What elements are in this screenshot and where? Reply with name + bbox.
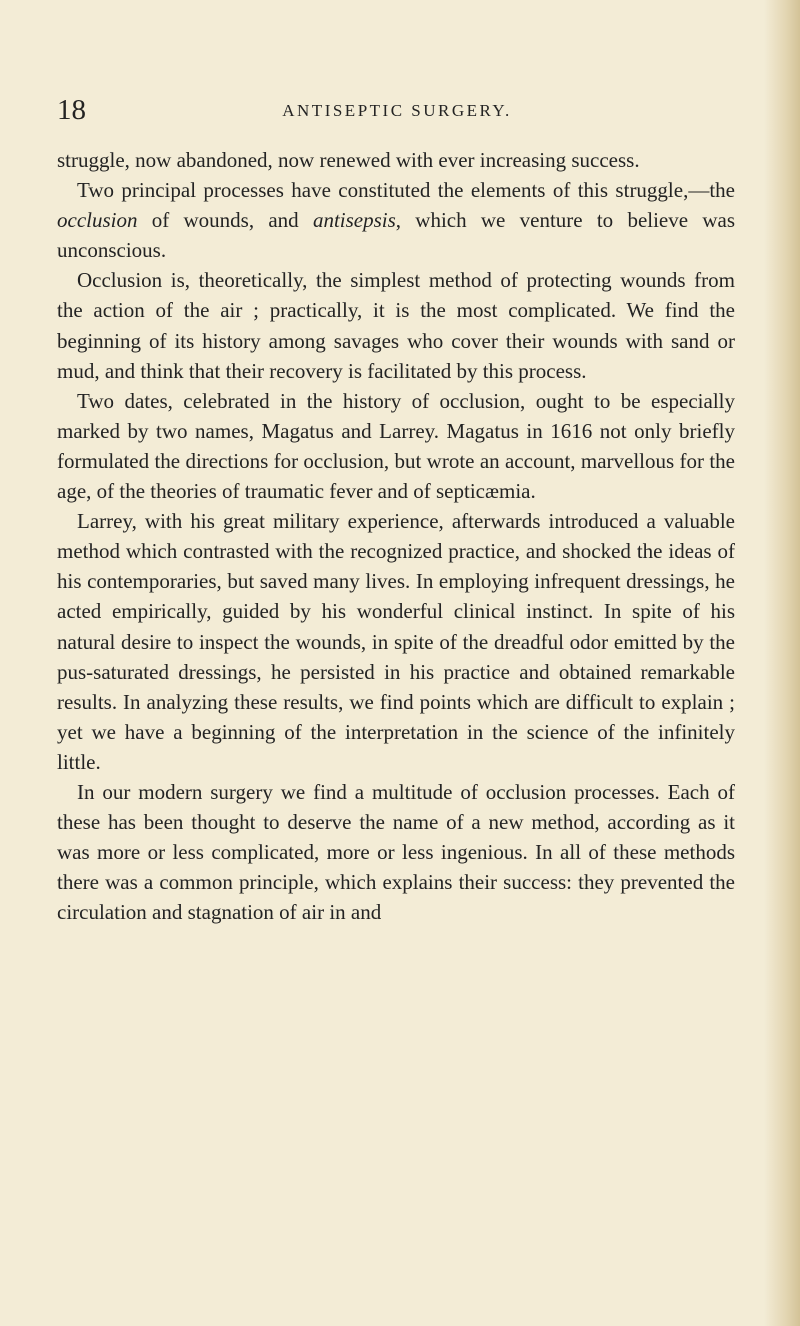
body-text [57, 145, 735, 927]
paragraph-2 [57, 175, 735, 265]
paragraph-2-text-a: Two principal processes have constituted the elements of this struggle,—the [77, 178, 735, 203]
term-antisepsis: antisepsis [312, 208, 396, 233]
paragraph-1: struggle, now abandoned, now renewed with ever increasing success. [57, 148, 640, 172]
paragraph-2-text-c: , which we venture to believe was unconscious. [57, 208, 735, 263]
term-occlusion: occlusion [57, 208, 138, 233]
page-edge-shadow [764, 0, 800, 1326]
page-number: 18 [57, 94, 86, 126]
paragraph-6: In our modern surgery we find a multitude of occlusion processes. Each of these has been thought to deserve the name of a new method, according as it was more or less complicated, more or less ingenious. In all of these methods there was a common principle, which explains their success: they prevented the circulation and stagnation of air in and [57, 779, 735, 925]
paragraph-3: Occlusion is, theoretically, the simplest method of protecting wounds from the action of the air ; practically, it is the most complicated. We find the beginning of its history among savages who cover their wounds with sand or mud, and think that their recovery is facilitated by this process. [57, 268, 735, 383]
paragraph-2-text-b: of wounds, and [137, 208, 313, 233]
page-header [57, 92, 737, 132]
paragraph-5: Larrey, with his great military experience, afterwards introduced a valuable method which contrasted with the recognized practice, and shocked the ideas of his contemporaries, but saved many lives. In employing infrequent dressings, he acted empirically, guided by his wonderful clinical instinct. In spite of his natural desire to inspect the wounds, in spite of the dreadful odor emitted by the pus-saturated dressings, he persisted in his practice and obtained remarkable results. In analyzing these results, we find points which are difficult to explain ; yet we have a beginning of the interpretation in the science of the infinitely little. [57, 509, 735, 774]
paragraph-4: Two dates, celebrated in the history of occlusion, ought to be especially marked by two names, Magatus and Larrey. Magatus in 1616 not only briefly formulated the directions for occlusion, but wrote an account, marvellous for the age, of the theories of traumatic fever and of septicæmia. [57, 388, 735, 504]
running-title: ANTISEPTIC SURGERY. [282, 101, 512, 120]
